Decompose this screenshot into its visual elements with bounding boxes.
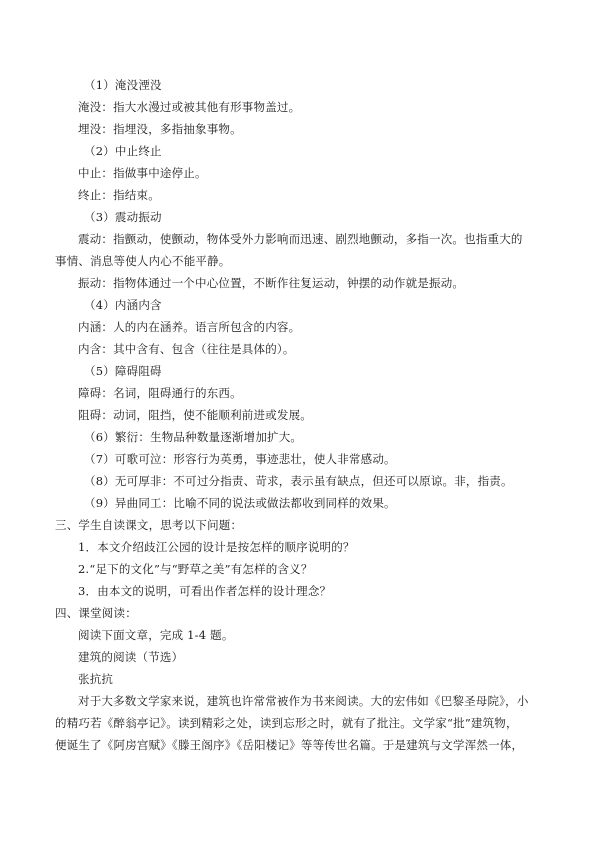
article-title: 建筑的阅读（节选）: [78, 650, 184, 664]
text-line: 阻碍：动词，阻挡，使不能顺利前进或发展。: [78, 408, 312, 422]
text-line: （7）可歌可泣：形容行为英勇，事迹悲壮，使人非常感动。: [84, 452, 396, 466]
text-line: 内含：其中含有、包含（往往是具体的）。: [78, 342, 295, 356]
text-line: 的精巧若《醉翁亭记》。读到精彩之处，读到忘形之时，就有了批注。文学家“批”建筑物，: [55, 716, 518, 730]
text-line: （9）异曲同工：比喻不同的说法或做法都收到同样的效果。: [84, 496, 396, 510]
question-item: 2.“足下的文化”与“野草之美”有怎样的含义？: [78, 562, 313, 576]
text-line: 对于大多数文学家来说，建筑也许常常被作为书来阅读。大的宏伟如《巴黎圣母院》，小: [78, 694, 529, 708]
article-author: 张抗抗: [78, 672, 114, 686]
text-line: 终止：指结束。: [78, 188, 160, 202]
text-line: 中止：指做事中途停止。: [78, 166, 207, 180]
text-line: （5）障碍阻碍: [84, 364, 162, 378]
text-line: 事情、消息等使人内心不能平静。: [55, 254, 231, 268]
text-line: （3）震动振动: [84, 210, 162, 224]
text-line: （2）中止终止: [84, 144, 162, 158]
text-line: 便诞生了《阿房宫赋》《滕王阁序》《岳阳楼记》等等传世名篇。于是建筑与文学浑然一体，: [55, 738, 524, 752]
text-line: （6）繁衍：生物品种数量逐渐增加扩大。: [84, 430, 303, 444]
question-item: 3．由本文的说明，可看出作者怎样的设计理念？: [78, 584, 332, 598]
text-line: 埋没：指埋没，多指抽象事物。: [78, 122, 242, 136]
text-line: 淹没：指大水漫过或被其他有形事物盖过。: [78, 100, 301, 114]
text-line: 震动：指颤动，使颤动，物体受外力影响而迅速、剧烈地颤动，多指一次。也指重大的: [78, 232, 523, 246]
text-line: 障碍：名词，阻碍通行的东西。: [78, 386, 242, 400]
text-line: （4）内涵内含: [84, 298, 162, 312]
text-line: （8）无可厚非：不可过分指责、苛求，表示虽有缺点，但还可以原谅。非，指责。: [84, 474, 513, 488]
text-line: （1）淹没湮没: [84, 78, 162, 92]
section-heading: 四、课堂阅读：: [55, 606, 137, 620]
text-line: 内涵：人的内在涵养。语言所包含的内容。: [78, 320, 301, 334]
text-line: 振动：指物体通过一个中心位置，不断作往复运动，钟摆的动作就是振动。: [78, 276, 465, 290]
section-heading: 三、学生自读课文，思考以下问题：: [55, 518, 243, 532]
question-item: 1．本文介绍歧江公园的设计是按怎样的顺序说明的？: [78, 540, 355, 554]
text-line: 阅读下面文章，完成 1-4 题。: [78, 628, 234, 642]
